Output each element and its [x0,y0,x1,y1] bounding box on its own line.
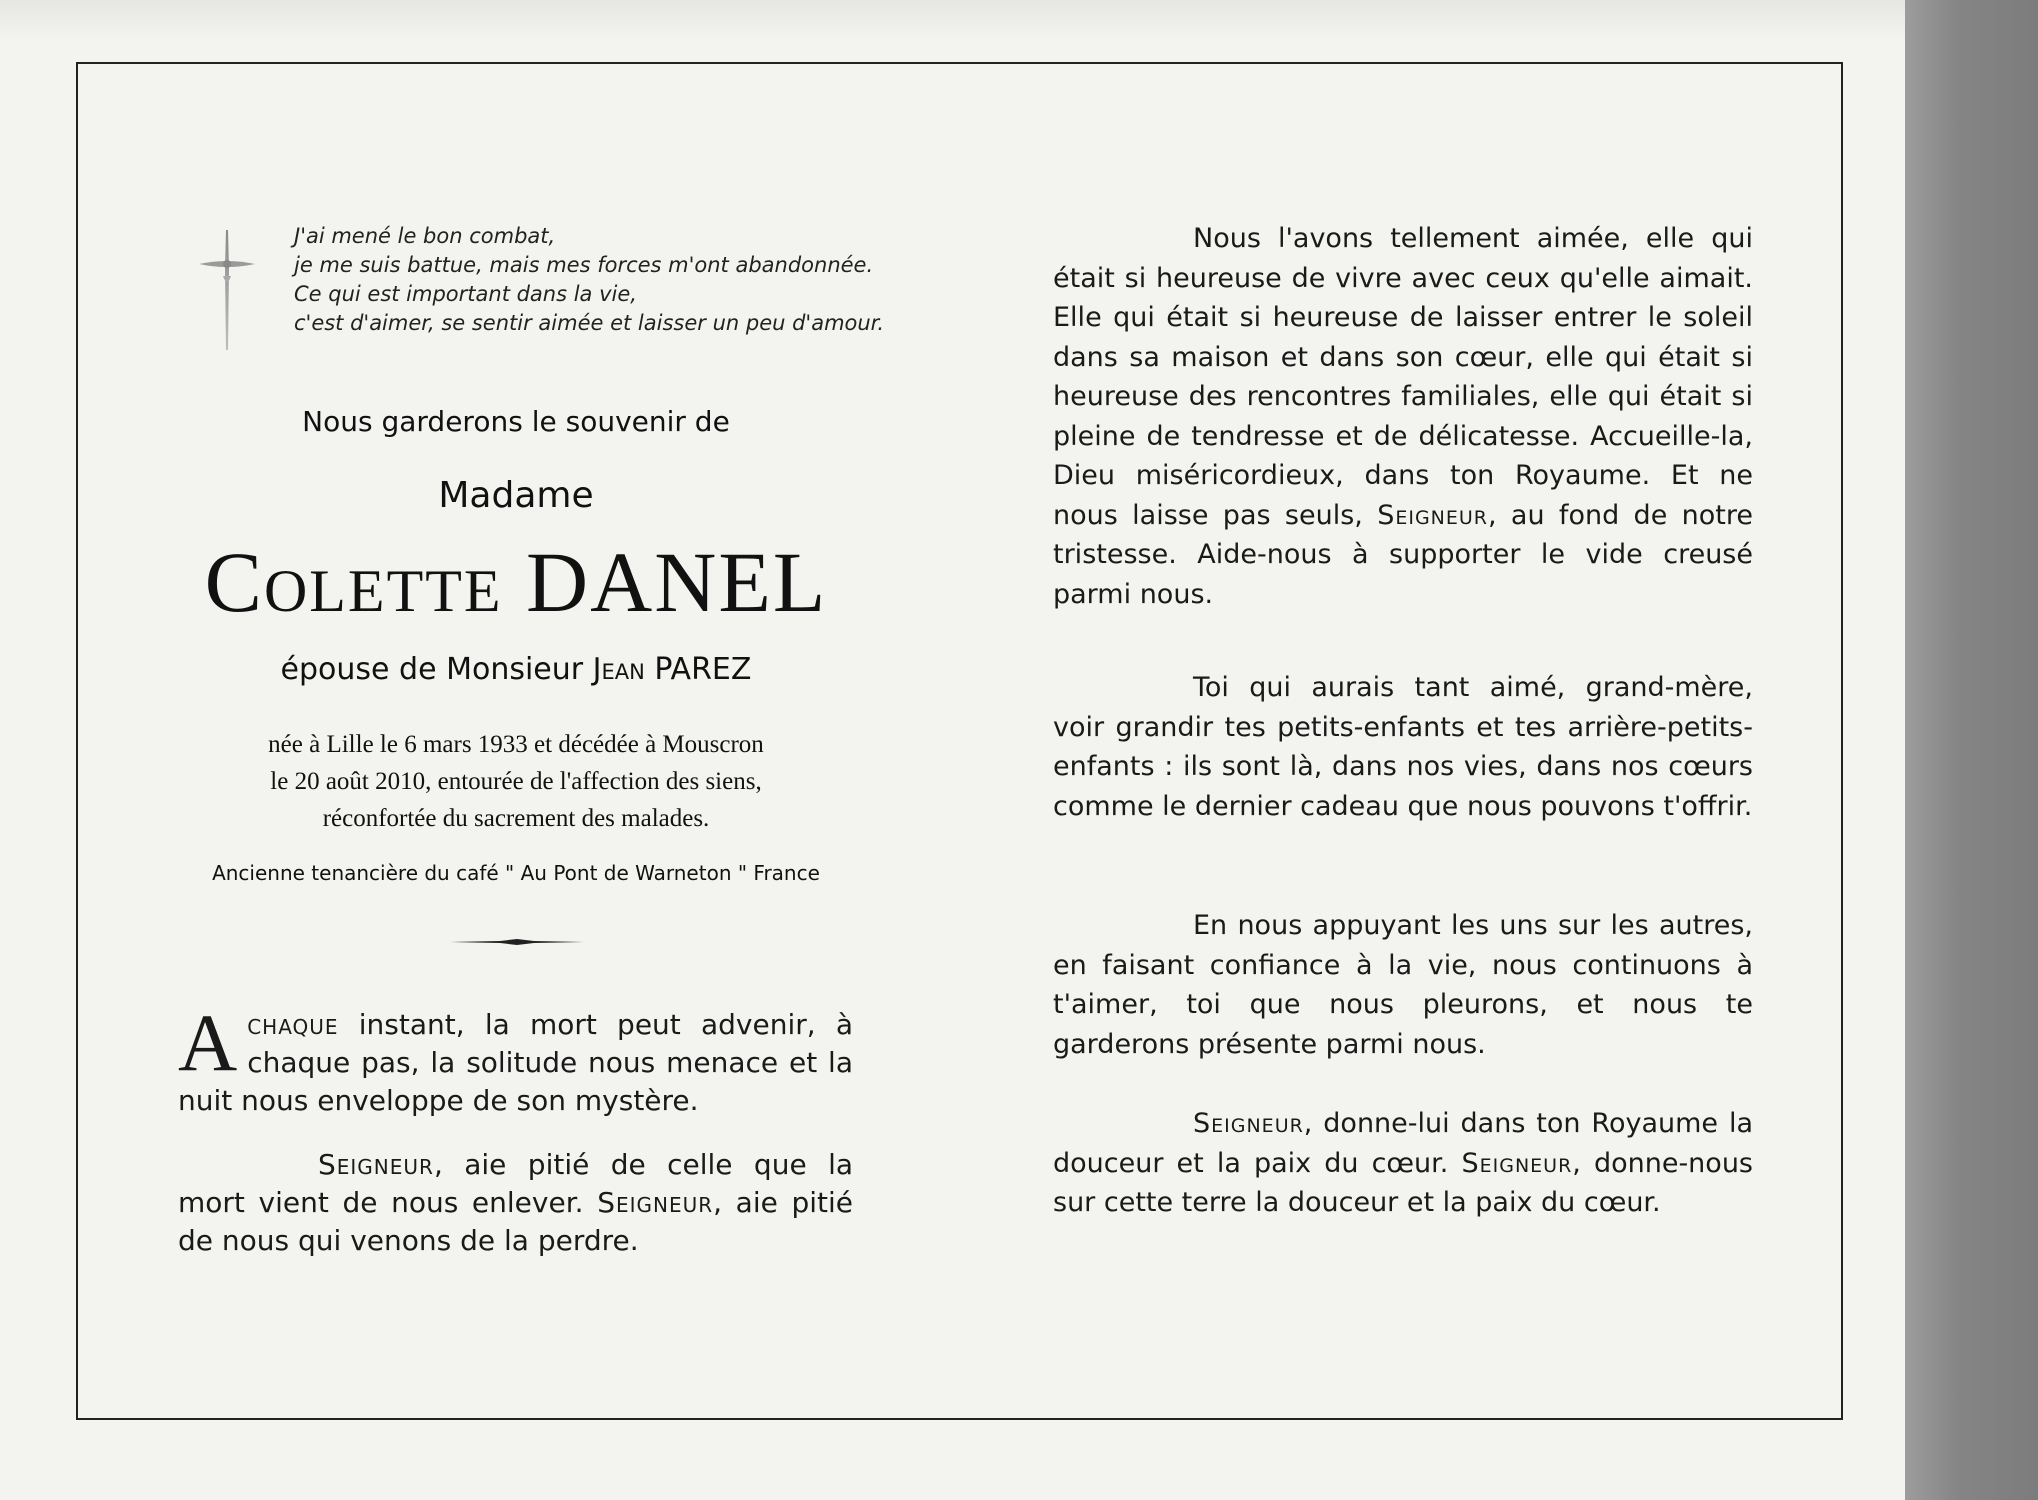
dates-line: née à Lille le 6 mars 1933 et décédée à Mouscron [268,731,764,758]
birth-death-details [176,726,856,837]
lead-word: Seigneur [318,1148,434,1181]
first-name: Colette [204,534,503,630]
paragraph-text: , donne-nous sur cette terre la douceur et la paix du cœur. [1053,1147,1753,1218]
paragraph-text: , aie pitié de nous qui venons de la perdre. [178,1186,854,1257]
souvenir-heading: Nous garderons le souvenir de [302,405,730,438]
paragraph-text: , aie pitié de celle que la mort vient de nous enlever. [178,1148,853,1219]
right-paragraph-1 [1053,219,1753,614]
scan-top-shadow [0,0,1905,40]
occupation-line: Ancienne tenancière du café " Au Pont de Warneton " France [212,861,820,885]
right-paragraph-3 [1053,906,1753,1064]
lead-word: Seigneur [1193,1108,1304,1139]
paragraph-text: instant, la mort peut advenir, à chaque pas, la solitude nous menace et la nuit nous enveloppe de son mystère. [178,1008,853,1117]
paragraph-text: Nous l'avons tellement aimée, elle qui était si heureuse de vivre avec ceux qu'elle aimait. Elle qui était si heureuse de laisser entrer le soleil dans sa maison et dans son cœur, elle qui était si heureuse des rencontres familiales, elle qui était si pleine de tendresse et de délicatesse. Accueille-la, Dieu miséricordieux, dans ton Royaume. Et ne nous laisse pas seuls, [1053,223,1753,531]
last-name: DANEL [526,534,828,630]
left-paragraph-1 [178,997,853,1120]
left-paragraph-2 [178,1146,853,1260]
spouse-prefix: épouse de Monsieur [280,652,584,687]
poem-line: Ce qui est important dans la vie, [294,282,637,306]
poem-line: c'est d'aimer, se sentir aimée et laisser un peu d'amour. [294,311,885,335]
lead-word: chaque [247,1008,339,1041]
scan-edge [1905,0,2038,1500]
poem-line: je me suis battue, mais mes forces m'ont abandonnée. [294,253,874,277]
epigraph-poem [294,222,894,338]
dates-line: réconfortée du sacrement des malades. [322,805,710,832]
lead-word: Seigneur [1377,499,1488,531]
lead-word: Seigneur [1461,1147,1573,1179]
spouse-name: Jean PAREZ [592,652,752,687]
honorific: Madame [438,475,594,516]
lead-word: Seigneur [597,1186,714,1219]
deceased-name [156,532,876,632]
paragraph-text: En nous appuyant les uns sur les autres, en faisant confiance à la vie, nous continuons à t'aimer, toi que nous pleurons, et nous te garderons présente parmi nous. [1053,910,1753,1060]
drop-cap: A [178,997,238,1088]
paragraph-text: , au fond de notre tristesse. Aide-nous à supporter le vide creusé parmi nous. [1053,499,1753,610]
divider-ornament [450,938,584,946]
paragraph-text: Toi qui aurais tant aimé, grand-mère, voir grandir tes petits-enfants et tes arrière-petits-enfants : ils sont là, dans nos vies, dans nos cœurs comme le dernier cadeau que nous pouvons t'offrir. [1053,672,1753,822]
right-paragraph-4 [1053,1104,1753,1223]
poem-line: J'ai mené le bon combat, [294,224,556,248]
paragraph-text: , donne-lui dans ton Royaume la douceur et la paix du cœur. [1053,1108,1753,1179]
cross-icon [197,228,257,350]
spouse-line [176,648,856,692]
dates-line: le 20 août 2010, entourée de l'affection des siens, [270,768,762,795]
right-paragraph-2 [1053,668,1753,826]
